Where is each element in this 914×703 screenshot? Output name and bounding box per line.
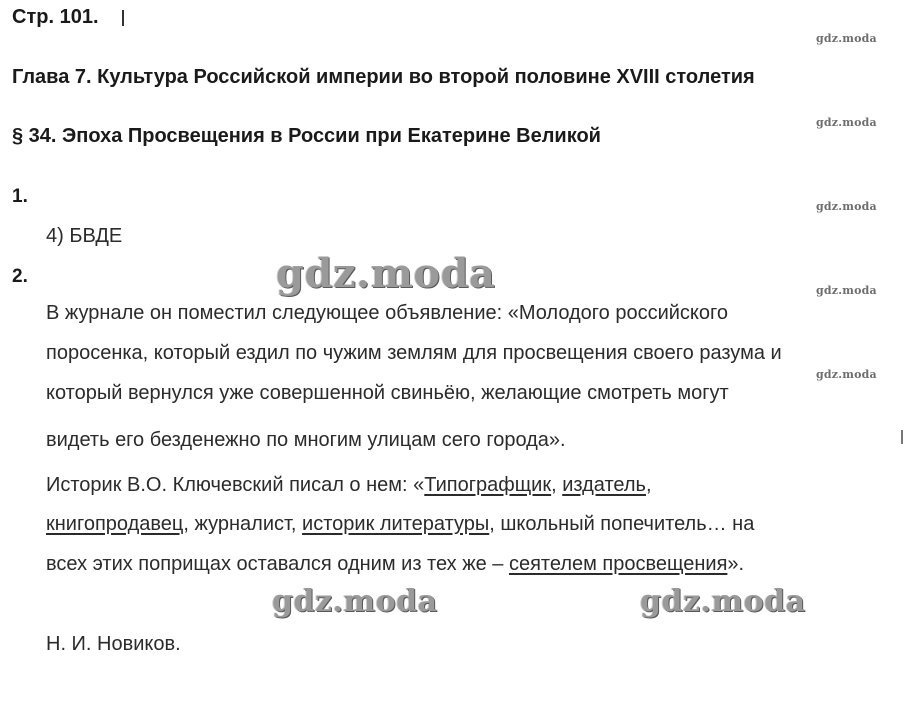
quote-end: ». xyxy=(727,553,745,575)
watermark-small: gdz.moda xyxy=(816,116,877,129)
term-bookseller: книгопродавец xyxy=(46,513,184,535)
term-literary-historian: историк литературы xyxy=(302,513,490,535)
separator: , xyxy=(551,474,563,496)
quote-intro: Историк В.О. Ключевский писал о нем: « xyxy=(46,474,425,496)
question-1-number: 1. xyxy=(12,186,28,207)
question-2-paragraph-2-line-3 xyxy=(46,553,744,576)
term-typographer: Типографщик xyxy=(424,474,552,496)
quote-continuation: , школьный попечитель… на xyxy=(489,513,755,535)
page-reference xyxy=(12,6,99,29)
watermark-large: gdz.moda xyxy=(640,584,806,619)
question-1-answer: 4) БВДЕ xyxy=(46,225,123,247)
text-cursor-mark xyxy=(122,10,124,26)
watermark-small: gdz.moda xyxy=(816,200,877,213)
edge-mark xyxy=(901,430,903,444)
question-2-number: 2. xyxy=(12,266,28,287)
chapter-title: Глава 7. Культура Российской империи во второй половине XVIII столетия xyxy=(12,66,755,88)
watermark-large: gdz.moda xyxy=(276,250,496,297)
question-2-paragraph-1-line-3: который вернулся уже совершенной свиньёю, желающие смотреть могут xyxy=(46,382,729,404)
section-title: § 34. Эпоха Просвещения в России при Екатерине Великой xyxy=(12,125,601,147)
question-2-answer-name: Н. И. Новиков. xyxy=(46,633,181,655)
question-2-paragraph-1-line-1: В журнале он поместил следующее объявление: «Молодого российского xyxy=(46,302,729,324)
page-reference-text: Стр. 101. xyxy=(12,6,99,28)
term-publisher: издатель xyxy=(562,474,646,496)
watermark-small: gdz.moda xyxy=(816,368,877,381)
question-2-paragraph-1-line-4: видеть его безденежно по многим улицам сего города». xyxy=(46,429,566,451)
separator: , журналист, xyxy=(183,513,303,535)
quote-continuation: всех этих поприщах оставался одним из тех же – xyxy=(46,553,509,575)
question-2-paragraph-2-line-2 xyxy=(46,513,754,536)
question-2-paragraph-2-line-1 xyxy=(46,474,652,497)
term-sower-of-enlightenment: сеятелем просвещения xyxy=(508,553,728,575)
question-2-paragraph-1-line-2: поросенка, который ездил по чужим землям для просвещения своего разума и xyxy=(46,342,782,364)
watermark-large: gdz.moda xyxy=(272,584,438,619)
separator: , xyxy=(645,474,652,496)
watermark-small: gdz.moda xyxy=(816,284,877,297)
watermark-small: gdz.moda xyxy=(816,32,877,45)
